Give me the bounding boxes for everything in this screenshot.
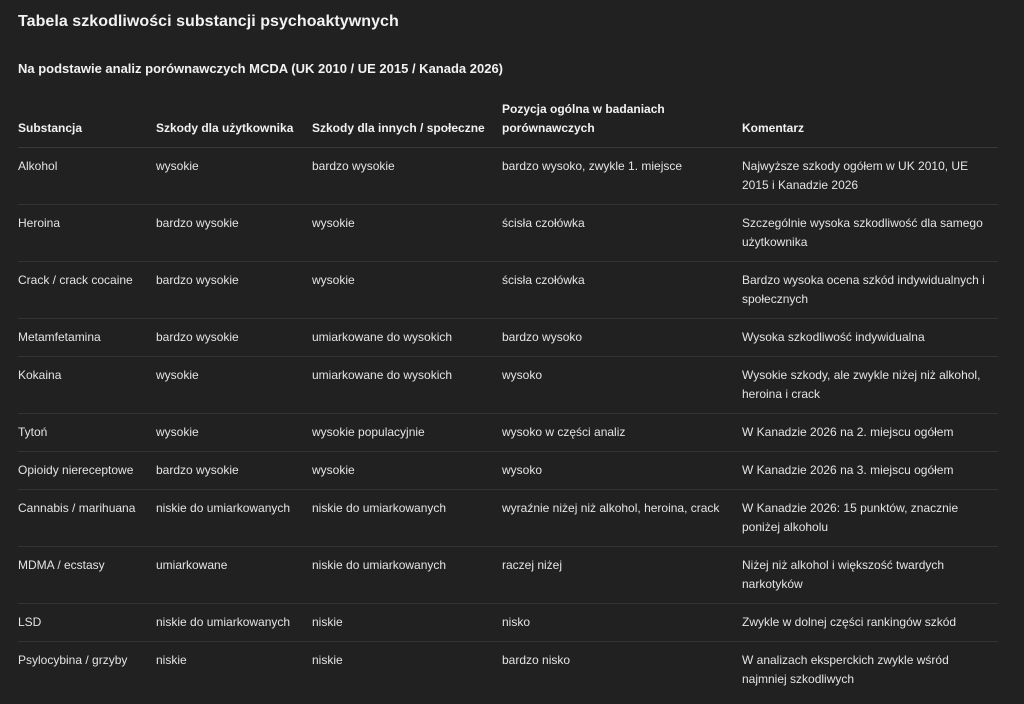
cell-overall-position: ścisła czołówka	[502, 205, 742, 262]
table-row	[18, 357, 998, 414]
column-header-user-harm: Szkody dla użytkownika	[156, 93, 312, 148]
cell-social-harm: niskie do umiarkowanych	[312, 547, 502, 604]
cell-comment: Niżej niż alkohol i większość twardych narkotyków	[742, 547, 998, 604]
page-title: Tabela szkodliwości substancji psychoaktywnych	[18, 13, 399, 30]
column-header-comment: Komentarz	[742, 93, 998, 148]
cell-comment: W Kanadzie 2026 na 2. miejscu ogółem	[742, 414, 998, 452]
cell-comment: Najwyższe szkody ogółem w UK 2010, UE 2015 i Kanadzie 2026	[742, 148, 998, 205]
header-row	[18, 93, 998, 148]
cell-social-harm: wysokie	[312, 452, 502, 490]
cell-overall-position: bardzo wysoko	[502, 319, 742, 357]
cell-user-harm: niskie do umiarkowanych	[156, 490, 312, 547]
table-row	[18, 547, 998, 604]
cell-substance: Cannabis / marihuana	[18, 490, 156, 547]
cell-comment: Bardzo wysoka ocena szkód indywidualnych i społecznych	[742, 262, 998, 319]
cell-social-harm: umiarkowane do wysokich	[312, 319, 502, 357]
cell-user-harm: bardzo wysokie	[156, 452, 312, 490]
cell-substance: Heroina	[18, 205, 156, 262]
cell-comment: Wysoka szkodliwość indywidualna	[742, 319, 998, 357]
cell-overall-position: wysoko w części analiz	[502, 414, 742, 452]
harm-table	[18, 93, 998, 698]
cell-user-harm: niskie	[156, 653, 187, 667]
table-row	[18, 490, 998, 547]
cell-social-harm: wysokie	[312, 262, 502, 319]
cell-user-harm: umiarkowane	[156, 547, 312, 604]
table-body	[18, 148, 998, 699]
cell-substance: Tytoń	[18, 414, 156, 452]
cell-overall-position: bardzo wysoko, zwykle 1. miejsce	[502, 148, 742, 205]
cell-social-harm: umiarkowane do wysokich	[312, 357, 502, 414]
cell-substance: Kokaina	[18, 357, 156, 414]
cell-comment: Zwykle w dolnej części rankingów szkód	[742, 604, 998, 642]
cell-overall-position: nisko	[502, 604, 742, 642]
table-row	[18, 319, 998, 357]
cell-comment: Wysokie szkody, ale zwykle niżej niż alkohol, heroina i crack	[742, 357, 998, 414]
cell-comment: W Kanadzie 2026: 15 punktów, znacznie poniżej alkoholu	[742, 490, 998, 547]
cell-user-harm: bardzo wysokie	[156, 319, 312, 357]
cell-overall-position: wysoko	[502, 357, 742, 414]
cell-overall-position: raczej niżej	[502, 547, 742, 604]
table-row	[18, 642, 998, 699]
cell-user-harm: bardzo wysokie	[156, 262, 312, 319]
cell-substance: MDMA / ecstasy	[18, 547, 156, 604]
cell-substance: Opioidy niereceptowe	[18, 452, 156, 490]
cell-comment: W analizach eksperckich zwykle wśród najmniej szkodliwych	[742, 653, 949, 686]
cell-user-harm: wysokie	[156, 148, 312, 205]
cell-user-harm: wysokie	[156, 357, 312, 414]
cell-overall-position: wyraźnie niżej niż alkohol, heroina, crack	[502, 490, 742, 547]
column-header-substance: Substancja	[18, 93, 156, 148]
table-row	[18, 414, 998, 452]
table-row	[18, 148, 998, 205]
cell-user-harm: bardzo wysokie	[156, 205, 312, 262]
cell-overall-position: ścisła czołówka	[502, 262, 742, 319]
column-header-social-harm: Szkody dla innych / społeczne	[312, 93, 502, 148]
cell-overall-position: wysoko	[502, 452, 742, 490]
page-subtitle: Na podstawie analiz porównawczych MCDA (UK 2010 / UE 2015 / Kanada 2026)	[18, 61, 504, 76]
cell-substance: Metamfetamina	[18, 319, 156, 357]
cell-social-harm: niskie	[312, 653, 343, 667]
cell-user-harm: wysokie	[156, 414, 312, 452]
table-row	[18, 262, 998, 319]
cell-social-harm: bardzo wysokie	[312, 148, 502, 205]
cell-user-harm: niskie do umiarkowanych	[156, 604, 312, 642]
cell-substance: Psylocybina / grzyby	[18, 653, 128, 667]
cell-overall-position: bardzo nisko	[502, 653, 571, 667]
cell-substance: LSD	[18, 604, 156, 642]
cell-substance: Crack / crack cocaine	[18, 262, 156, 319]
cell-social-harm: niskie do umiarkowanych	[312, 490, 502, 547]
table-row	[18, 452, 998, 490]
cell-comment: W Kanadzie 2026 na 3. miejscu ogółem	[742, 452, 998, 490]
table-header	[18, 93, 998, 148]
cell-comment: Szczególnie wysoka szkodliwość dla samego użytkownika	[742, 205, 998, 262]
column-header-overall-position: Pozycja ogólna w badaniach porównawczych	[502, 93, 742, 148]
table-row	[18, 205, 998, 262]
cell-substance: Alkohol	[18, 148, 156, 205]
table-row	[18, 604, 998, 642]
cell-social-harm: wysokie	[312, 205, 502, 262]
cell-social-harm: niskie	[312, 604, 502, 642]
cell-social-harm: wysokie populacyjnie	[312, 414, 502, 452]
